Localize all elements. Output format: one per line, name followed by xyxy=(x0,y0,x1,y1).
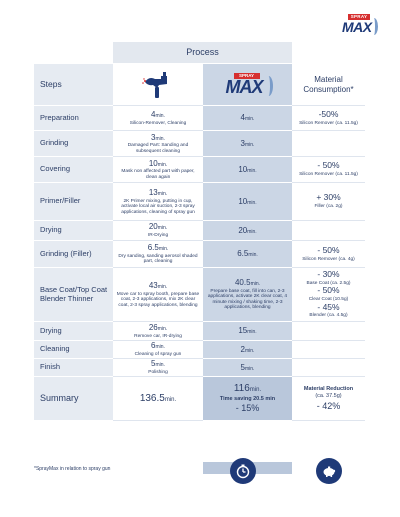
step-label: Preparation xyxy=(34,106,113,131)
material-pct: - 45% xyxy=(317,301,340,312)
max-unit: min. xyxy=(247,228,257,235)
spray-gun-header xyxy=(113,64,203,106)
spraymax-cell xyxy=(203,359,292,377)
spray-gun-cell xyxy=(113,322,203,341)
material-cell xyxy=(292,106,365,131)
process-header: Process xyxy=(113,42,292,64)
step-label: Grinding (Filler) xyxy=(34,241,113,268)
spray-unit: min. xyxy=(157,225,168,232)
spray-desc: Polishing xyxy=(148,370,168,376)
spraymax-header-logo xyxy=(220,72,276,98)
timer-icon-svg xyxy=(235,463,251,479)
step-label: Covering xyxy=(34,157,113,183)
spraymax-cell xyxy=(203,183,292,221)
material-pct: - 50% xyxy=(317,160,340,171)
spray-unit: min. xyxy=(157,190,168,197)
material-note: Filler (ca. 2g) xyxy=(314,204,343,210)
material-consumption-header: Material Consumption* xyxy=(292,64,365,106)
step-label: Drying xyxy=(34,221,113,241)
time-saving-pct: - 15% xyxy=(235,403,260,414)
summary-max-unit: min. xyxy=(249,387,262,394)
spraymax-cell xyxy=(203,131,292,157)
header-blank xyxy=(34,42,113,64)
max-unit: min. xyxy=(247,167,257,174)
header-logo-badge: SPRAY xyxy=(234,73,260,79)
spraymax-logo xyxy=(342,14,380,36)
spray-gun-cell xyxy=(113,341,203,359)
material-reduction-label: Material Reduction xyxy=(303,385,354,392)
spray-time: 4 xyxy=(151,109,156,119)
spray-desc: Damaged Part: Sanding and subsequent cleaning xyxy=(127,143,189,154)
step-label: Grinding xyxy=(34,131,113,157)
spraymax-header xyxy=(203,64,292,106)
max-unit: min. xyxy=(248,252,258,259)
piggy-bank-icon xyxy=(316,458,342,484)
step-label: Base Coat/Top Coat Blender Thinner xyxy=(34,268,113,322)
material-pct: + 30% xyxy=(316,192,341,203)
spray-unit: min. xyxy=(157,283,168,290)
summary-max-cell xyxy=(203,377,292,421)
spraymax-cell xyxy=(203,268,292,322)
material-pct: -50% xyxy=(318,108,339,119)
max-desc: Prepare base coat, fill into can, 2-3 applications, activate 2K clear coat, 4 minute mixing / shaking time, 2-3 applications, blending xyxy=(207,288,288,311)
spray-time: 13 xyxy=(148,187,158,197)
header-logo-swoosh xyxy=(264,76,273,96)
header-logo-name: MAX xyxy=(225,76,263,97)
process-comparison-table xyxy=(34,42,365,462)
header-blank-right xyxy=(292,42,365,64)
max-unit: min. xyxy=(245,365,255,372)
spraymax-cell xyxy=(203,157,292,183)
spray-time: 26 xyxy=(148,322,158,332)
spray-desc: Move car to spray booth, prepare base coat, 2-3 applications, mix 2K clear coat, 2-3 spray applications, blending xyxy=(116,291,200,308)
material-note: Base Coat (ca. 2.5g) xyxy=(306,280,351,286)
spray-time: 3 xyxy=(151,132,156,142)
spray-unit: min. xyxy=(155,344,165,351)
step-label: Cleaning xyxy=(34,341,113,359)
max-time: 15 xyxy=(238,326,248,336)
max-unit: min. xyxy=(245,141,255,148)
material-cell xyxy=(292,341,365,359)
spray-desc: Cleaning of spray gun xyxy=(134,352,182,358)
material-cell xyxy=(292,322,365,341)
spray-desc: Dry sanding, sanding aerosol shaded part, cleaning xyxy=(118,253,198,265)
spray-unit: min. xyxy=(157,161,168,168)
spray-gun-cell xyxy=(113,241,203,268)
spraymax-cell xyxy=(203,322,292,341)
max-time: 40.5 xyxy=(234,278,251,288)
summary-material-cell xyxy=(292,377,365,421)
max-unit: min. xyxy=(245,116,255,123)
max-time: 2 xyxy=(240,344,245,354)
spray-desc: Mask non affected part with paper, clean again xyxy=(121,169,195,180)
step-label: Primer/Filler xyxy=(34,183,113,221)
footnote: *SprayMax in relation to spray gun xyxy=(34,466,111,472)
spray-gun-cell xyxy=(113,268,203,322)
spray-gun-cell xyxy=(113,106,203,131)
max-unit: min. xyxy=(247,199,257,206)
material-note: Blender (ca. 4.5g) xyxy=(309,313,348,319)
spray-gun-cell xyxy=(113,183,203,221)
spray-time: 20 xyxy=(148,222,158,232)
spray-time: 6.5 xyxy=(147,243,159,253)
spray-time: 5 xyxy=(151,359,156,369)
step-label: Finish xyxy=(34,359,113,377)
spraymax-cell xyxy=(203,221,292,241)
material-cell xyxy=(292,131,365,157)
max-time: 20 xyxy=(238,225,248,235)
material-pct: - 50% xyxy=(317,285,340,296)
spray-unit: min. xyxy=(157,325,168,332)
max-time: 10 xyxy=(238,196,248,206)
spraymax-cell xyxy=(203,341,292,359)
material-cell xyxy=(292,359,365,377)
summary-max-time: 116 xyxy=(233,383,250,395)
spray-gun-cell xyxy=(113,221,203,241)
material-reduction-amount: (ca. 37.5g) xyxy=(315,392,342,399)
max-time: 6.5 xyxy=(237,249,249,259)
spraymax-cell xyxy=(203,106,292,131)
spray-unit: min. xyxy=(158,246,169,253)
logo-badge: SPRAY xyxy=(348,14,370,20)
summary-spray-time: 136.5 xyxy=(139,392,165,404)
material-reduction-pct: - 42% xyxy=(316,401,341,412)
summary-spray-cell xyxy=(113,377,203,421)
spray-desc: 2K Primer mixing, putting in cup, activate local air suction, 2-3 spray applications, cleaning of spray gun xyxy=(121,198,195,215)
material-cell xyxy=(292,241,365,268)
time-saving: Time saving 20.5 min xyxy=(219,395,276,402)
steps-header: Steps xyxy=(34,64,113,106)
step-label: Drying xyxy=(34,322,113,341)
spray-desc: Silicon-Remover, Cleaning xyxy=(129,120,187,126)
spray-unit: min. xyxy=(155,362,165,369)
material-cell xyxy=(292,221,365,241)
material-cell xyxy=(292,157,365,183)
logo-swoosh xyxy=(370,18,378,35)
piggy-bank-icon-svg xyxy=(321,464,337,478)
material-note: Silicon Remover (ca. 11.5g) xyxy=(299,120,358,126)
max-time: 10 xyxy=(238,164,248,174)
material-note: Silicon Remover (ca. 11.5g) xyxy=(299,172,358,178)
spray-gun-icon xyxy=(141,70,175,100)
logo-name: MAX xyxy=(342,19,372,35)
summary-label: Summary xyxy=(34,377,113,421)
max-time: 4 xyxy=(240,113,245,123)
material-cell xyxy=(292,183,365,221)
spray-unit: min. xyxy=(155,112,165,119)
spray-unit: min. xyxy=(155,135,165,142)
timer-icon xyxy=(230,458,256,484)
max-unit: min. xyxy=(250,281,261,288)
max-unit: min. xyxy=(247,329,257,336)
spray-time: 10 xyxy=(148,158,158,168)
spray-desc: IR-Drying xyxy=(147,233,169,239)
spray-gun-cell xyxy=(113,359,203,377)
spray-time: 6 xyxy=(151,341,156,351)
spray-gun-cell xyxy=(113,157,203,183)
max-unit: min. xyxy=(245,347,255,354)
material-cell xyxy=(292,268,365,322)
material-pct: - 30% xyxy=(317,269,340,280)
material-note: Silicon Remover (ca. 4g) xyxy=(302,256,355,262)
max-time: 5 xyxy=(240,362,245,372)
spraymax-cell xyxy=(203,241,292,268)
summary-spray-unit: min. xyxy=(164,396,177,403)
spray-gun-cell xyxy=(113,131,203,157)
max-time: 3 xyxy=(240,138,245,148)
material-note: Clear Coat (10.5g) xyxy=(308,297,349,303)
material-pct: - 50% xyxy=(317,244,340,255)
spray-time: 43 xyxy=(148,280,158,290)
spray-desc: Remove car, IR-drying xyxy=(134,333,182,339)
